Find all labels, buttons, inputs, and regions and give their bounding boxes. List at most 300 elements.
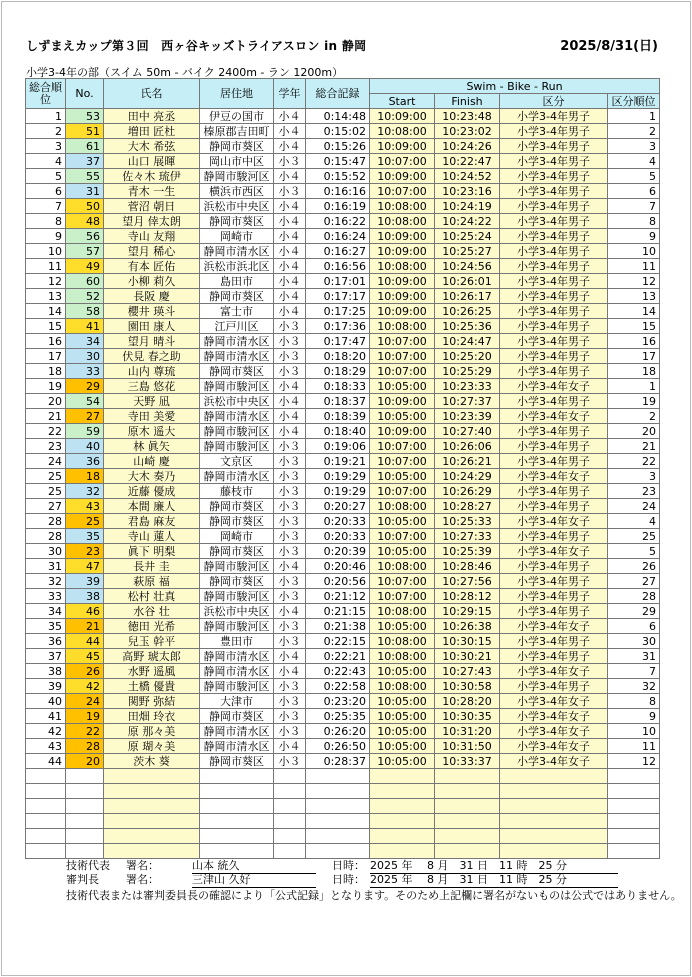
address-cell: 静岡市駿河区 bbox=[200, 679, 274, 694]
empty-row bbox=[26, 814, 660, 829]
empty-cell bbox=[435, 799, 500, 814]
address-cell: 静岡市葵区 bbox=[200, 514, 274, 529]
table-row bbox=[26, 739, 660, 754]
address-cell: 静岡市葵区 bbox=[200, 754, 274, 769]
division-rank-cell: 6 bbox=[608, 619, 660, 634]
table-row bbox=[26, 139, 660, 154]
grade-cell: 小３ bbox=[274, 514, 306, 529]
total-time-cell: 0:20:56 bbox=[306, 574, 370, 589]
start-time-cell: 10:09:00 bbox=[370, 304, 435, 319]
table-row bbox=[26, 724, 660, 739]
col-group-swim-bike-run: Swim - Bike - Run bbox=[370, 79, 660, 94]
start-time-cell: 10:09:00 bbox=[370, 169, 435, 184]
rank-cell: 17 bbox=[26, 349, 66, 364]
division-cell: 小学3-4年男子 bbox=[500, 604, 608, 619]
address-cell: 静岡市清水区 bbox=[200, 349, 274, 364]
division-cell: 小学3-4年男子 bbox=[500, 154, 608, 169]
start-time-cell: 10:05:00 bbox=[370, 694, 435, 709]
finish-time-cell: 10:27:33 bbox=[435, 529, 500, 544]
address-cell: 静岡市葵区 bbox=[200, 139, 274, 154]
grade-cell: 小４ bbox=[274, 169, 306, 184]
finish-time-cell: 10:23:02 bbox=[435, 124, 500, 139]
empty-cell bbox=[500, 814, 608, 829]
table-row bbox=[26, 634, 660, 649]
tech-name: 山本 統久 bbox=[192, 857, 316, 874]
bib-number-cell: 25 bbox=[66, 514, 104, 529]
name-cell: 望月 稀心 bbox=[104, 244, 200, 259]
name-cell: 大木 奏乃 bbox=[104, 469, 200, 484]
ref-name: 三津山 久好 bbox=[192, 871, 316, 888]
division-cell: 小学3-4年男子 bbox=[500, 334, 608, 349]
total-time-cell: 0:19:06 bbox=[306, 439, 370, 454]
address-cell: 文京区 bbox=[200, 454, 274, 469]
bib-number-cell: 37 bbox=[66, 154, 104, 169]
bib-number-cell: 51 bbox=[66, 124, 104, 139]
bib-number-cell: 52 bbox=[66, 289, 104, 304]
ref-date-label: 日時： bbox=[332, 873, 365, 886]
finish-time-cell: 10:30:21 bbox=[435, 649, 500, 664]
bib-number-cell: 54 bbox=[66, 394, 104, 409]
start-time-cell: 10:07:00 bbox=[370, 349, 435, 364]
grade-cell: 小４ bbox=[274, 604, 306, 619]
name-cell: 伏見 春之助 bbox=[104, 349, 200, 364]
start-time-cell: 10:05:00 bbox=[370, 664, 435, 679]
finish-time-cell: 10:27:43 bbox=[435, 664, 500, 679]
address-cell: 豊田市 bbox=[200, 634, 274, 649]
rank-cell: 35 bbox=[26, 619, 66, 634]
table-row bbox=[26, 694, 660, 709]
division-rank-cell: 31 bbox=[608, 649, 660, 664]
start-time-cell: 10:08:00 bbox=[370, 124, 435, 139]
division-cell: 小学3-4年女子 bbox=[500, 709, 608, 724]
empty-cell bbox=[435, 829, 500, 844]
bib-number-cell: 35 bbox=[66, 529, 104, 544]
grade-cell: 小４ bbox=[274, 424, 306, 439]
address-cell: 静岡市葵区 bbox=[200, 289, 274, 304]
rank-cell: 10 bbox=[26, 244, 66, 259]
division-rank-cell: 12 bbox=[608, 754, 660, 769]
name-cell: 長井 圭 bbox=[104, 559, 200, 574]
address-cell: 岡崎市 bbox=[200, 229, 274, 244]
total-time-cell: 0:14:48 bbox=[306, 109, 370, 124]
division-cell: 小学3-4年男子 bbox=[500, 559, 608, 574]
division-cell: 小学3-4年男子 bbox=[500, 484, 608, 499]
total-time-cell: 0:18:39 bbox=[306, 409, 370, 424]
grade-cell: 小４ bbox=[274, 109, 306, 124]
name-cell: 天野 凪 bbox=[104, 394, 200, 409]
empty-cell bbox=[370, 829, 435, 844]
division-rank-cell: 13 bbox=[608, 289, 660, 304]
division-cell: 小学3-4年男子 bbox=[500, 274, 608, 289]
tech-date-label: 日時： bbox=[332, 859, 365, 872]
total-time-cell: 0:15:47 bbox=[306, 154, 370, 169]
table-row bbox=[26, 184, 660, 199]
grade-cell: 小４ bbox=[274, 259, 306, 274]
name-cell: 増田 匠杜 bbox=[104, 124, 200, 139]
rank-cell: 21 bbox=[26, 409, 66, 424]
name-cell: 大木 希弦 bbox=[104, 139, 200, 154]
name-cell: 寺田 美愛 bbox=[104, 409, 200, 424]
rank-cell: 33 bbox=[26, 589, 66, 604]
division-rank-cell: 32 bbox=[608, 679, 660, 694]
rank-cell: 40 bbox=[26, 694, 66, 709]
empty-cell bbox=[104, 769, 200, 784]
bib-number-cell: 21 bbox=[66, 619, 104, 634]
bib-number-cell: 23 bbox=[66, 544, 104, 559]
grade-cell: 小３ bbox=[274, 694, 306, 709]
grade-cell: 小４ bbox=[274, 244, 306, 259]
rank-cell: 24 bbox=[26, 454, 66, 469]
start-time-cell: 10:08:00 bbox=[370, 604, 435, 619]
bib-number-cell: 39 bbox=[66, 574, 104, 589]
name-cell: 山内 尊琉 bbox=[104, 364, 200, 379]
address-cell: 藤枝市 bbox=[200, 484, 274, 499]
division-cell: 小学3-4年男子 bbox=[500, 259, 608, 274]
empty-row bbox=[26, 799, 660, 814]
bib-number-cell: 55 bbox=[66, 169, 104, 184]
total-time-cell: 0:16:19 bbox=[306, 199, 370, 214]
grade-cell: 小３ bbox=[274, 349, 306, 364]
finish-time-cell: 10:24:56 bbox=[435, 259, 500, 274]
empty-cell bbox=[435, 814, 500, 829]
address-cell: 浜松市中央区 bbox=[200, 394, 274, 409]
table-row bbox=[26, 499, 660, 514]
grade-cell: 小３ bbox=[274, 184, 306, 199]
division-cell: 小学3-4年女子 bbox=[500, 409, 608, 424]
start-time-cell: 10:05:00 bbox=[370, 469, 435, 484]
col-start: Start bbox=[370, 94, 435, 109]
finish-time-cell: 10:29:15 bbox=[435, 604, 500, 619]
division-cell: 小学3-4年女子 bbox=[500, 544, 608, 559]
table-row bbox=[26, 259, 660, 274]
table-row bbox=[26, 124, 660, 139]
start-time-cell: 10:05:00 bbox=[370, 754, 435, 769]
rank-cell: 32 bbox=[26, 574, 66, 589]
division-cell: 小学3-4年女子 bbox=[500, 664, 608, 679]
total-time-cell: 0:15:52 bbox=[306, 169, 370, 184]
empty-cell bbox=[66, 814, 104, 829]
name-cell: 本間 廉人 bbox=[104, 499, 200, 514]
category-subtitle: 小学3-4年の部（スイム 50m - バイク 2400m - ラン 1200m） bbox=[26, 66, 344, 79]
address-cell: 江戸川区 bbox=[200, 319, 274, 334]
empty-row bbox=[26, 769, 660, 784]
rank-cell: 6 bbox=[26, 184, 66, 199]
start-time-cell: 10:05:00 bbox=[370, 739, 435, 754]
finish-time-cell: 10:28:12 bbox=[435, 589, 500, 604]
total-time-cell: 0:22:43 bbox=[306, 664, 370, 679]
division-rank-cell: 12 bbox=[608, 274, 660, 289]
finish-time-cell: 10:26:38 bbox=[435, 619, 500, 634]
rank-cell: 43 bbox=[26, 739, 66, 754]
rank-cell: 36 bbox=[26, 634, 66, 649]
division-rank-cell: 7 bbox=[608, 199, 660, 214]
name-cell: 田中 亮丞 bbox=[104, 109, 200, 124]
division-cell: 小学3-4年女子 bbox=[500, 469, 608, 484]
finish-time-cell: 10:28:46 bbox=[435, 559, 500, 574]
address-cell: 榛原郡吉田町 bbox=[200, 124, 274, 139]
finish-time-cell: 10:24:22 bbox=[435, 214, 500, 229]
rank-cell: 7 bbox=[26, 199, 66, 214]
total-time-cell: 0:15:26 bbox=[306, 139, 370, 154]
address-cell: 静岡市駿河区 bbox=[200, 424, 274, 439]
division-rank-cell: 9 bbox=[608, 709, 660, 724]
bib-number-cell: 57 bbox=[66, 244, 104, 259]
name-cell: 山口 展暉 bbox=[104, 154, 200, 169]
table-row bbox=[26, 229, 660, 244]
finish-time-cell: 10:25:24 bbox=[435, 229, 500, 244]
bib-number-cell: 40 bbox=[66, 439, 104, 454]
empty-cell bbox=[435, 769, 500, 784]
name-cell: 水谷 壮 bbox=[104, 604, 200, 619]
total-time-cell: 0:18:20 bbox=[306, 349, 370, 364]
finish-time-cell: 10:26:06 bbox=[435, 439, 500, 454]
name-cell: 原 瑚々美 bbox=[104, 739, 200, 754]
finish-time-cell: 10:24:47 bbox=[435, 334, 500, 349]
name-cell: 兒玉 幹平 bbox=[104, 634, 200, 649]
empty-cell bbox=[370, 784, 435, 799]
division-cell: 小学3-4年男子 bbox=[500, 364, 608, 379]
empty-cell bbox=[500, 829, 608, 844]
finish-time-cell: 10:22:47 bbox=[435, 154, 500, 169]
rank-cell: 22 bbox=[26, 424, 66, 439]
table-row bbox=[26, 214, 660, 229]
grade-cell: 小３ bbox=[274, 634, 306, 649]
name-cell: 君島 麻友 bbox=[104, 514, 200, 529]
rank-cell: 5 bbox=[26, 169, 66, 184]
bib-number-cell: 60 bbox=[66, 274, 104, 289]
division-cell: 小学3-4年男子 bbox=[500, 109, 608, 124]
bib-number-cell: 41 bbox=[66, 319, 104, 334]
address-cell: 浜松市浜北区 bbox=[200, 259, 274, 274]
division-rank-cell: 23 bbox=[608, 484, 660, 499]
rank-cell: 13 bbox=[26, 289, 66, 304]
empty-row bbox=[26, 829, 660, 844]
total-time-cell: 0:15:02 bbox=[306, 124, 370, 139]
division-rank-cell: 21 bbox=[608, 439, 660, 454]
col-grade: 学年 bbox=[274, 79, 306, 109]
division-rank-cell: 17 bbox=[608, 349, 660, 364]
division-rank-cell: 5 bbox=[608, 544, 660, 559]
table-row bbox=[26, 559, 660, 574]
total-time-cell: 0:19:21 bbox=[306, 454, 370, 469]
name-cell: 眞下 明梨 bbox=[104, 544, 200, 559]
empty-cell bbox=[306, 829, 370, 844]
tech-role: 技術代表 bbox=[66, 859, 110, 872]
finish-time-cell: 10:23:39 bbox=[435, 409, 500, 424]
rank-cell: 2 bbox=[26, 124, 66, 139]
rank-cell: 1 bbox=[26, 109, 66, 124]
event-date: 2025/8/31(日) bbox=[560, 39, 658, 54]
division-cell: 小学3-4年男子 bbox=[500, 289, 608, 304]
page-title: しずまえカップ第３回 西ヶ谷キッズトライアスロン in 静岡 bbox=[26, 39, 367, 53]
grade-cell: 小４ bbox=[274, 229, 306, 244]
total-time-cell: 0:17:47 bbox=[306, 334, 370, 349]
table-row bbox=[26, 379, 660, 394]
empty-cell bbox=[274, 799, 306, 814]
division-rank-cell: 15 bbox=[608, 319, 660, 334]
division-cell: 小学3-4年男子 bbox=[500, 634, 608, 649]
finish-time-cell: 10:27:40 bbox=[435, 424, 500, 439]
rank-cell: 27 bbox=[26, 499, 66, 514]
division-rank-cell: 30 bbox=[608, 634, 660, 649]
name-cell: 高野 琥太郎 bbox=[104, 649, 200, 664]
grade-cell: 小３ bbox=[274, 469, 306, 484]
address-cell: 富士市 bbox=[200, 304, 274, 319]
bib-number-cell: 50 bbox=[66, 199, 104, 214]
table-row bbox=[26, 274, 660, 289]
address-cell: 横浜市西区 bbox=[200, 184, 274, 199]
table-row bbox=[26, 364, 660, 379]
empty-cell bbox=[66, 799, 104, 814]
division-rank-cell: 7 bbox=[608, 664, 660, 679]
bib-number-cell: 47 bbox=[66, 559, 104, 574]
name-cell: 佐々木 琉伊 bbox=[104, 169, 200, 184]
address-cell: 岡崎市 bbox=[200, 529, 274, 544]
grade-cell: 小４ bbox=[274, 649, 306, 664]
grade-cell: 小４ bbox=[274, 289, 306, 304]
finish-time-cell: 10:24:26 bbox=[435, 139, 500, 154]
empty-cell bbox=[26, 844, 66, 859]
empty-cell bbox=[608, 814, 660, 829]
total-time-cell: 0:16:22 bbox=[306, 214, 370, 229]
table-row bbox=[26, 604, 660, 619]
results-table bbox=[25, 78, 660, 859]
name-cell: 山崎 慶 bbox=[104, 454, 200, 469]
start-time-cell: 10:07:00 bbox=[370, 454, 435, 469]
finish-time-cell: 10:30:15 bbox=[435, 634, 500, 649]
name-cell: 土橋 優貴 bbox=[104, 679, 200, 694]
empty-cell bbox=[26, 799, 66, 814]
address-cell: 静岡市駿河区 bbox=[200, 589, 274, 604]
bib-number-cell: 26 bbox=[66, 664, 104, 679]
total-time-cell: 0:18:29 bbox=[306, 364, 370, 379]
grade-cell: 小３ bbox=[274, 499, 306, 514]
division-rank-cell: 25 bbox=[608, 529, 660, 544]
division-cell: 小学3-4年男子 bbox=[500, 184, 608, 199]
start-time-cell: 10:08:00 bbox=[370, 634, 435, 649]
address-cell: 静岡市清水区 bbox=[200, 724, 274, 739]
empty-cell bbox=[104, 829, 200, 844]
division-rank-cell: 26 bbox=[608, 559, 660, 574]
total-time-cell: 0:17:17 bbox=[306, 289, 370, 304]
bib-number-cell: 59 bbox=[66, 424, 104, 439]
total-time-cell: 0:17:36 bbox=[306, 319, 370, 334]
finish-time-cell: 10:25:20 bbox=[435, 349, 500, 364]
total-time-cell: 0:28:37 bbox=[306, 754, 370, 769]
division-cell: 小学3-4年男子 bbox=[500, 229, 608, 244]
grade-cell: 小４ bbox=[274, 304, 306, 319]
bib-number-cell: 46 bbox=[66, 604, 104, 619]
division-rank-cell: 4 bbox=[608, 514, 660, 529]
total-time-cell: 0:16:16 bbox=[306, 184, 370, 199]
table-row bbox=[26, 394, 660, 409]
grade-cell: 小４ bbox=[274, 379, 306, 394]
bib-number-cell: 48 bbox=[66, 214, 104, 229]
address-cell: 大津市 bbox=[200, 694, 274, 709]
empty-cell bbox=[274, 769, 306, 784]
total-time-cell: 0:21:15 bbox=[306, 604, 370, 619]
col-rank: 総合順位 bbox=[26, 79, 66, 109]
total-time-cell: 0:16:27 bbox=[306, 244, 370, 259]
name-cell: 原木 遥大 bbox=[104, 424, 200, 439]
division-cell: 小学3-4年男子 bbox=[500, 394, 608, 409]
division-cell: 小学3-4年男子 bbox=[500, 124, 608, 139]
bib-number-cell: 61 bbox=[66, 139, 104, 154]
empty-row bbox=[26, 784, 660, 799]
name-cell: 小柳 莉久 bbox=[104, 274, 200, 289]
start-time-cell: 10:07:00 bbox=[370, 334, 435, 349]
grade-cell: 小３ bbox=[274, 154, 306, 169]
name-cell: 萩原 福 bbox=[104, 574, 200, 589]
total-time-cell: 0:19:29 bbox=[306, 484, 370, 499]
total-time-cell: 0:17:01 bbox=[306, 274, 370, 289]
grade-cell: 小３ bbox=[274, 574, 306, 589]
name-cell: 長阪 慶 bbox=[104, 289, 200, 304]
division-cell: 小学3-4年男子 bbox=[500, 454, 608, 469]
empty-cell bbox=[104, 799, 200, 814]
finish-time-cell: 10:26:25 bbox=[435, 304, 500, 319]
grade-cell: 小３ bbox=[274, 709, 306, 724]
division-cell: 小学3-4年女子 bbox=[500, 739, 608, 754]
start-time-cell: 10:09:00 bbox=[370, 244, 435, 259]
division-rank-cell: 24 bbox=[608, 499, 660, 514]
grade-cell: 小３ bbox=[274, 724, 306, 739]
total-time-cell: 0:17:25 bbox=[306, 304, 370, 319]
start-time-cell: 10:09:00 bbox=[370, 394, 435, 409]
division-cell: 小学3-4年女子 bbox=[500, 514, 608, 529]
bib-number-cell: 56 bbox=[66, 229, 104, 244]
address-cell: 静岡市葵区 bbox=[200, 214, 274, 229]
grade-cell: 小４ bbox=[274, 394, 306, 409]
start-time-cell: 10:07:00 bbox=[370, 154, 435, 169]
division-rank-cell: 29 bbox=[608, 604, 660, 619]
ref-sign-label: 署名： bbox=[126, 873, 159, 886]
start-time-cell: 10:08:00 bbox=[370, 259, 435, 274]
total-time-cell: 0:22:58 bbox=[306, 679, 370, 694]
grade-cell: 小４ bbox=[274, 274, 306, 289]
start-time-cell: 10:05:00 bbox=[370, 619, 435, 634]
finish-time-cell: 10:25:29 bbox=[435, 364, 500, 379]
grade-cell: 小３ bbox=[274, 589, 306, 604]
empty-cell bbox=[200, 799, 274, 814]
grade-cell: 小４ bbox=[274, 409, 306, 424]
table-row bbox=[26, 484, 660, 499]
division-rank-cell: 1 bbox=[608, 109, 660, 124]
empty-cell bbox=[435, 784, 500, 799]
address-cell: 岡山市中区 bbox=[200, 154, 274, 169]
start-time-cell: 10:08:00 bbox=[370, 559, 435, 574]
col-no: No. bbox=[66, 79, 104, 109]
table-row bbox=[26, 754, 660, 769]
division-rank-cell: 27 bbox=[608, 574, 660, 589]
table-row bbox=[26, 529, 660, 544]
start-time-cell: 10:09:00 bbox=[370, 274, 435, 289]
empty-cell bbox=[370, 814, 435, 829]
start-time-cell: 10:09:00 bbox=[370, 229, 435, 244]
empty-cell bbox=[370, 799, 435, 814]
division-cell: 小学3-4年男子 bbox=[500, 574, 608, 589]
total-time-cell: 0:20:39 bbox=[306, 544, 370, 559]
start-time-cell: 10:09:00 bbox=[370, 139, 435, 154]
start-time-cell: 10:07:00 bbox=[370, 439, 435, 454]
name-cell: 田畑 玲衣 bbox=[104, 709, 200, 724]
address-cell: 静岡市葵区 bbox=[200, 574, 274, 589]
start-time-cell: 10:05:00 bbox=[370, 709, 435, 724]
division-rank-cell: 9 bbox=[608, 229, 660, 244]
finish-time-cell: 10:30:35 bbox=[435, 709, 500, 724]
finish-time-cell: 10:26:17 bbox=[435, 289, 500, 304]
table-row bbox=[26, 589, 660, 604]
